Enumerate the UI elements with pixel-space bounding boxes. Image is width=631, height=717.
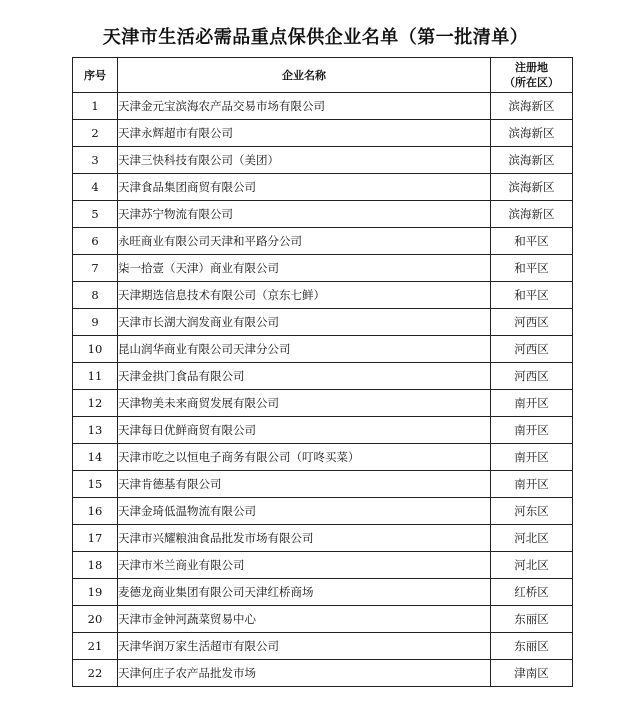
table-row <box>73 363 573 390</box>
row-serial-number: 6 <box>73 228 118 255</box>
row-registered-district: 河西区 <box>491 363 573 390</box>
table-row <box>73 228 573 255</box>
row-registered-district: 南开区 <box>491 417 573 444</box>
row-registered-district: 滨海新区 <box>491 147 573 174</box>
row-enterprise-name: 天津食品集团商贸有限公司 <box>118 174 491 201</box>
table-row <box>73 417 573 444</box>
header-serial-number: 序号 <box>73 58 118 93</box>
table-row <box>73 579 573 606</box>
row-enterprise-name: 天津华润万家生活超市有限公司 <box>118 633 491 660</box>
row-registered-district: 津南区 <box>491 660 573 687</box>
row-enterprise-name: 天津三快科技有限公司（美团） <box>118 147 491 174</box>
table-row <box>73 606 573 633</box>
row-enterprise-name: 柒一拾壹（天津）商业有限公司 <box>118 255 491 282</box>
row-enterprise-name: 永旺商业有限公司天津和平路分公司 <box>118 228 491 255</box>
row-enterprise-name: 天津何庄子农产品批发市场 <box>118 660 491 687</box>
row-serial-number: 9 <box>73 309 118 336</box>
row-serial-number: 8 <box>73 282 118 309</box>
row-enterprise-name: 天津肯德基有限公司 <box>118 471 491 498</box>
row-serial-number: 18 <box>73 552 118 579</box>
row-registered-district: 河西区 <box>491 309 573 336</box>
row-serial-number: 13 <box>73 417 118 444</box>
row-enterprise-name: 天津市金钟河蔬菜贸易中心 <box>118 606 491 633</box>
row-enterprise-name: 天津苏宁物流有限公司 <box>118 201 491 228</box>
table-row <box>73 147 573 174</box>
table-row <box>73 660 573 687</box>
table-row <box>73 444 573 471</box>
row-registered-district: 滨海新区 <box>491 174 573 201</box>
row-registered-district: 和平区 <box>491 282 573 309</box>
row-serial-number: 20 <box>73 606 118 633</box>
header-district-line2: （所在区） <box>504 76 559 89</box>
row-serial-number: 16 <box>73 498 118 525</box>
row-registered-district: 滨海新区 <box>491 93 573 120</box>
header-district-line1: 注册地 <box>515 61 548 74</box>
row-enterprise-name: 天津永辉超市有限公司 <box>118 120 491 147</box>
table-row <box>73 633 573 660</box>
row-registered-district: 滨海新区 <box>491 120 573 147</box>
table-row <box>73 471 573 498</box>
table-row <box>73 282 573 309</box>
row-serial-number: 7 <box>73 255 118 282</box>
row-registered-district: 河西区 <box>491 336 573 363</box>
table-row <box>73 552 573 579</box>
row-enterprise-name: 天津金琦低温物流有限公司 <box>118 498 491 525</box>
row-registered-district: 红桥区 <box>491 579 573 606</box>
row-registered-district: 和平区 <box>491 228 573 255</box>
enterprise-list-table <box>72 57 573 687</box>
row-serial-number: 19 <box>73 579 118 606</box>
row-enterprise-name: 天津市兴耀粮油食品批发市场有限公司 <box>118 525 491 552</box>
row-enterprise-name: 天津市米兰商业有限公司 <box>118 552 491 579</box>
document-title: 天津市生活必需品重点保供企业名单（第一批清单） <box>102 27 529 48</box>
row-serial-number: 22 <box>73 660 118 687</box>
table-header-row <box>73 58 573 93</box>
row-enterprise-name: 天津每日优鲜商贸有限公司 <box>118 417 491 444</box>
row-serial-number: 15 <box>73 471 118 498</box>
row-registered-district: 南开区 <box>491 444 573 471</box>
table-row <box>73 498 573 525</box>
table-row <box>73 255 573 282</box>
row-serial-number: 14 <box>73 444 118 471</box>
row-enterprise-name: 昆山润华商业有限公司天津分公司 <box>118 336 491 363</box>
table-row <box>73 309 573 336</box>
row-serial-number: 3 <box>73 147 118 174</box>
row-enterprise-name: 天津期选信息技术有限公司（京东七鲜） <box>118 282 491 309</box>
row-enterprise-name: 麦德龙商业集团有限公司天津红桥商场 <box>118 579 491 606</box>
row-serial-number: 11 <box>73 363 118 390</box>
row-registered-district: 滨海新区 <box>491 201 573 228</box>
row-serial-number: 17 <box>73 525 118 552</box>
row-serial-number: 5 <box>73 201 118 228</box>
row-enterprise-name: 天津市长湖大润发商业有限公司 <box>118 309 491 336</box>
row-enterprise-name: 天津市吃之以恒电子商务有限公司（叮咚买菜） <box>118 444 491 471</box>
table-row <box>73 336 573 363</box>
table-row <box>73 174 573 201</box>
row-registered-district: 南开区 <box>491 471 573 498</box>
row-serial-number: 2 <box>73 120 118 147</box>
row-serial-number: 10 <box>73 336 118 363</box>
row-serial-number: 4 <box>73 174 118 201</box>
header-registered-district <box>491 58 573 93</box>
table-row <box>73 201 573 228</box>
row-serial-number: 21 <box>73 633 118 660</box>
row-registered-district: 河北区 <box>491 552 573 579</box>
table-row <box>73 390 573 417</box>
row-registered-district: 和平区 <box>491 255 573 282</box>
row-serial-number: 1 <box>73 93 118 120</box>
row-enterprise-name: 天津金元宝滨海农产品交易市场有限公司 <box>118 93 491 120</box>
row-registered-district: 南开区 <box>491 390 573 417</box>
table-body <box>73 93 573 687</box>
row-enterprise-name: 天津金拱门食品有限公司 <box>118 363 491 390</box>
table-row <box>73 93 573 120</box>
header-enterprise-name: 企业名称 <box>118 58 491 93</box>
row-registered-district: 河北区 <box>491 525 573 552</box>
row-enterprise-name: 天津物美未来商贸发展有限公司 <box>118 390 491 417</box>
row-registered-district: 东丽区 <box>491 606 573 633</box>
row-registered-district: 东丽区 <box>491 633 573 660</box>
row-serial-number: 12 <box>73 390 118 417</box>
row-registered-district: 河东区 <box>491 498 573 525</box>
table-row <box>73 525 573 552</box>
table-row <box>73 120 573 147</box>
